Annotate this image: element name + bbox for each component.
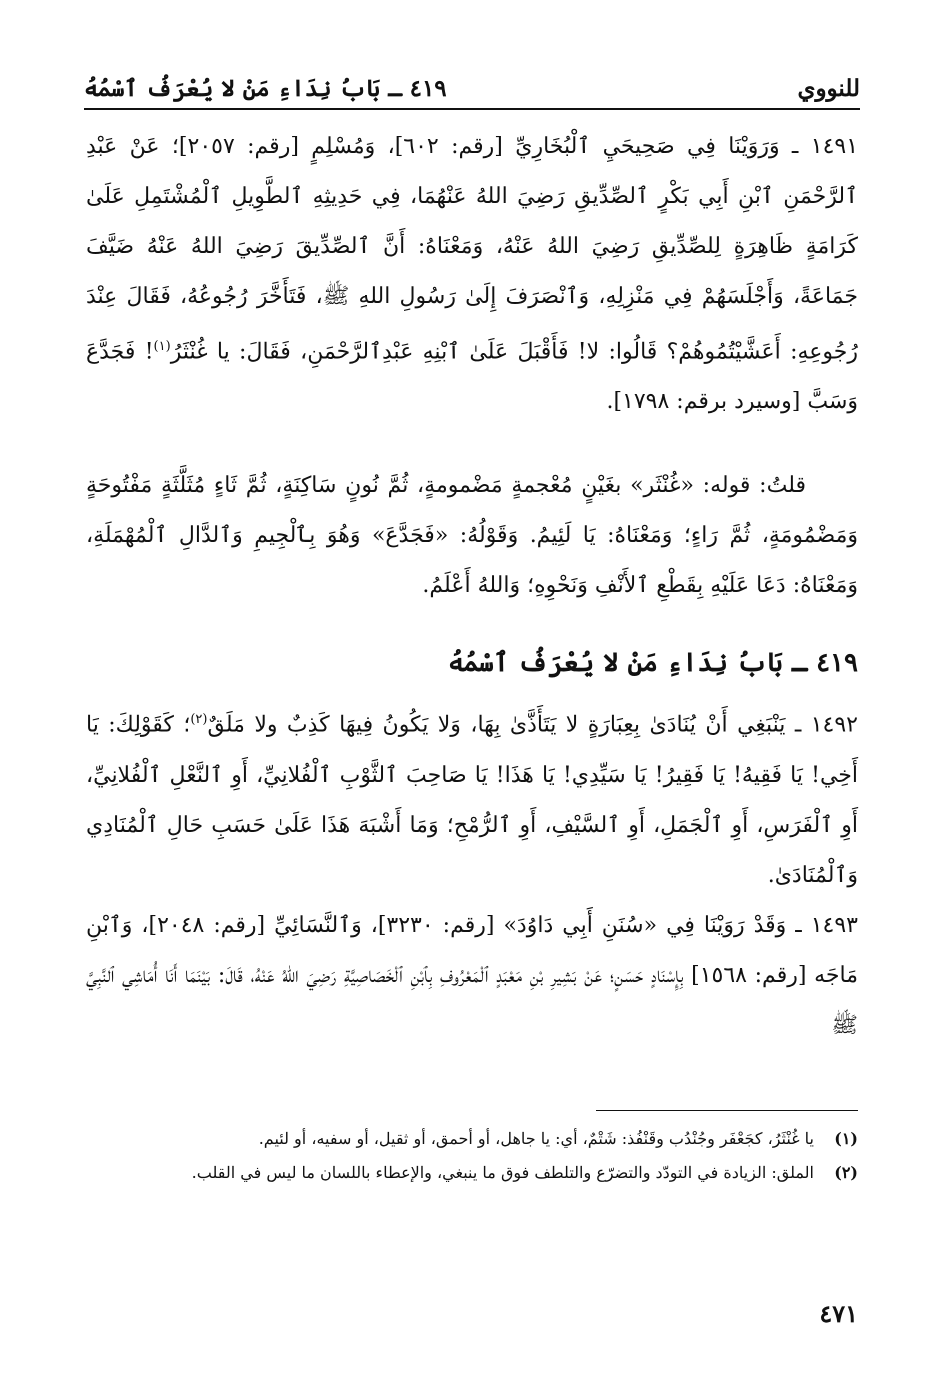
footnote-1 bbox=[86, 1126, 858, 1152]
footnote-text: الملق: الزيادة في التودّد والتضرّع والتلطف فوق ما ينبغي، والإعطاء باللسان ما ليس في القلب. bbox=[191, 1163, 814, 1182]
chapter-title: ٤١٩ ـ بَابُ نِدَاءِ مَنْ لا يُعْرَفُ ٱسْمُهُ bbox=[448, 648, 858, 679]
hadith-1491 bbox=[86, 122, 858, 427]
hadith-1493: ١٤٩٣ ـ وَقَدْ رَوَيْنَا فِي «سُنَنِ أَبِي دَاوُدَ» [رقم: ٣٢٣٠]، وَٱلنَّسَائِيِّ [رقم: ٢٠٤٨]، وَٱبْنِ مَاجَه [رقم: ١٥٦٨] بِإِسْنَادٍ حَسَنٍ؛ عَنْ بَشِيرِ بْنِ مَعْبَدٍ ٱلْمَعْرُوفِ بِٱبْنِ ٱلْخَصَاصِيَّةِ رَضِيَ اللهُ عَنْهُ، قَالَ: بَيْنَمَا أَنَا أُمَاشِي ٱلنَّبِيَّ ﷺ bbox=[86, 912, 858, 1038]
main-text bbox=[86, 122, 858, 1051]
commentary-note: قلتُ: قوله: «غُنْثَر» بغَيْنٍ مُعْجمةٍ مَضْمومةٍ، ثُمَّ نُونٍ سَاكِنَةٍ، ثُمَّ ثَاءٍ مُثَلَّثَةٍ مَفْتُوحَةٍ وَمَضْمُومَةٍ، ثُمَّ رَاءٍ؛ وَمَعْنَاهُ: يَا لَئِيمُ. وَقَوْلُهُ: «فَجَدَّعَ» وَهُوَ بِٱلْجِيمِ وَٱلدَّالِ ٱلْمُهْمَلَةِ، وَمَعْنَاهُ: دَعَا عَلَيْهِ بِقَطْعِ ٱلأَنْفِ وَنَحْوِهِ؛ وَاللهُ أَعْلَمُ. bbox=[86, 473, 858, 599]
hadith-1492 bbox=[86, 695, 858, 900]
footnote-rule bbox=[596, 1110, 858, 1111]
hadith-1492-end: ؛ كَقَوْلِكَ: يَا أَخِي! يَا فَقِيهُ! يَا فَقِيرُ! يَا سَيِّدِي! يَا هَذَا! يَا صَاحِبَ ٱلثَّوْبِ ٱلْفُلانِيِّ، أَوِ ٱلنَّعْلِ ٱلْفُلانِيِّ، أَوِ ٱلْفَرَسِ، أَوِ ٱلْجَمَلِ، أَوِ ٱلسَّيْفِ، أَوِ ٱلرُّمْحِ؛ وَمَا أَشْبَهَ هَذَا عَلَىٰ حَسَبِ حَالِ ٱلْمُنَادِي وَٱلْمُنَادَىٰ. bbox=[86, 712, 858, 888]
running-head-chapter: ٤١٩ ـ بَابُ نِدَاءِ مَنْ لا يُعْرَفُ ٱسْمُهُ bbox=[84, 75, 447, 102]
hadith-1492-text: ١٤٩٢ ـ يَنْبَغِي أَنْ يُنَادَىٰ بِعِبَارَةٍ لا يَتَأَذَّىٰ بِهَا، وَلا يَكُونُ فِيهَا كَذِبٌ ولا مَلَقٌ bbox=[207, 712, 858, 738]
hadith-1491-text: ١٤٩١ ـ وَرَوَيْنَا فِي صَحِيحَيِ ٱلْبُخَارِيِّ [رقم: ٦٠٢]، وَمُسْلِمٍ [رقم: ٢٠٥٧]؛ عَنْ عَبْدِ ٱلرَّحْمَنِ ٱبْنِ أَبِي بَكْرٍ ٱلصِّدِّيقِ رَضِيَ اللهُ عَنْهُمَا، فِي حَدِيثِهِ ٱلطَّوِيلِ ٱلْمُشْتَمِلِ عَلَىٰ كَرَامَةٍ ظَاهِرَةٍ لِلصِّدِّيقِ رَضِيَ اللهُ عَنْهُ، وَمَعْنَاهُ: أَنَّ ٱلصِّدِّيقَ رَضِيَ اللهُ عَنْهُ ضَيَّفَ جَمَاعَةً، وَأَجْلَسَهُمْ فِي مَنْزِلِهِ، وَٱنْصَرَفَ إِلَىٰ رَسُولِ اللهِ ﷺ، فَتَأَخَّرَ رُجُوعُهُ، فَقَالَ عِنْدَ رُجُوعِهِ: أَعَشَّيْتُمُوهُمْ؟ قَالُوا: لا! فَأَقْبَلَ عَلَىٰ ٱبْنِهِ عَبْدِٱلرَّحْمَنِ، فَقَالَ: يا غُنْثَرُ bbox=[86, 134, 859, 365]
footnote-2 bbox=[86, 1160, 858, 1186]
running-head bbox=[84, 58, 860, 102]
footnotes bbox=[86, 1126, 858, 1194]
running-head-book: للنووي bbox=[797, 75, 860, 102]
footnote-number: (٢) bbox=[834, 1163, 858, 1182]
footnote-marker-1: (١) bbox=[153, 339, 171, 354]
footnote-number: (١) bbox=[834, 1129, 858, 1148]
footnote-text: يا غُنْثَرُ، كجَعْفَر وجُنْدُب وقَنْفُذ: شَتْمٌ، أي: يا جاهل، أو أحمق، أو ثقيل، أو سفيه، أو لئيم. bbox=[258, 1129, 814, 1148]
hadith-1491-end: ! فَجَدَّعَ وَسَبَّ [وسيرد برقم: ١٧٩٨]. bbox=[86, 339, 858, 415]
header-rule bbox=[84, 108, 860, 110]
footnote-marker-2: (٢) bbox=[190, 712, 208, 728]
page-number: ٤٧١ bbox=[819, 1299, 858, 1328]
